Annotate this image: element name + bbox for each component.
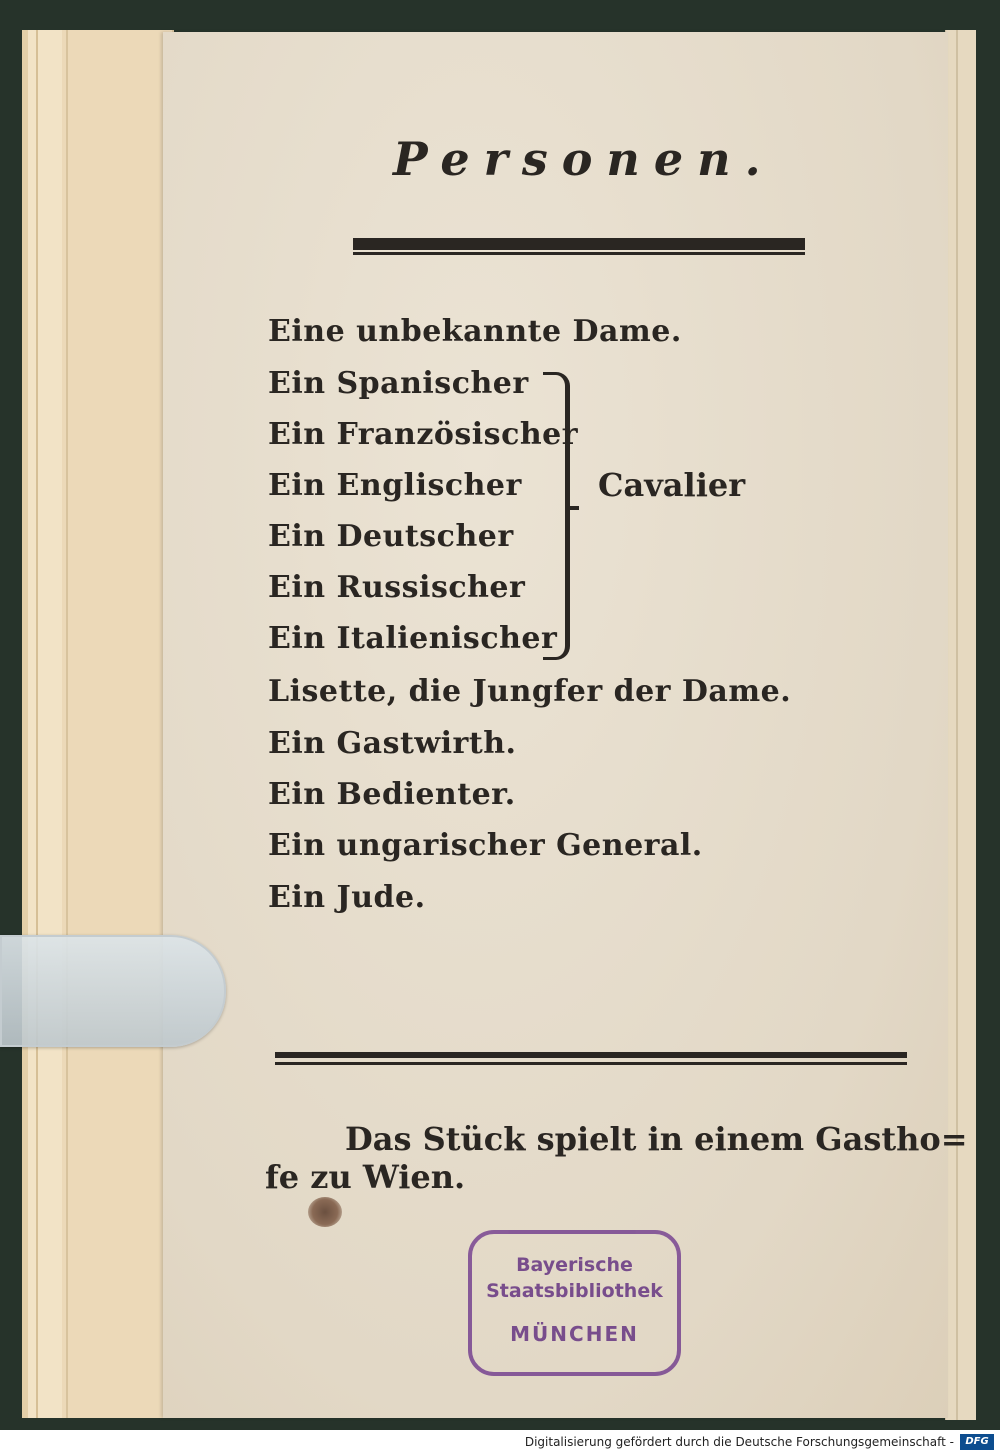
character-line: Ein Deutscher: [268, 519, 514, 554]
character-line: Ein Gastwirth.: [268, 726, 517, 761]
character-line: Ein Französischer: [268, 417, 579, 452]
top-rule: [353, 238, 805, 250]
character-line: Ein Spanischer: [268, 366, 529, 401]
character-line: Ein Russischer: [268, 570, 526, 605]
bottom-rule-thin: [275, 1062, 907, 1065]
right-edge-line: [956, 30, 958, 1420]
curly-brace-point: [565, 506, 579, 510]
character-line: Ein ungarischer General.: [268, 828, 703, 863]
bottom-rule: [275, 1052, 907, 1058]
character-line: Eine unbekannte Dame.: [268, 314, 682, 349]
dfg-logo: DFG: [960, 1434, 994, 1450]
page-marker-tab: [0, 935, 226, 1047]
cover-edge-line: [66, 30, 68, 1418]
library-stamp: [468, 1230, 681, 1376]
book-page: [163, 32, 968, 1418]
right-page-edge: [945, 30, 976, 1420]
page-title: Personen.: [393, 132, 775, 186]
character-line: Ein Italienischer: [268, 621, 558, 656]
cover-edge-line: [36, 30, 38, 1418]
character-line: Lisette, die Jungfer der Dame.: [268, 674, 792, 709]
footer-credit: Digitalisierung gefördert durch die Deutsche Forschungsgemeinschaft -: [524, 1435, 954, 1449]
bracket-label: Cavalier: [598, 466, 746, 504]
setting-line: fe zu Wien.: [265, 1158, 466, 1196]
curly-brace: [543, 372, 570, 660]
top-rule-thin: [353, 252, 805, 255]
ink-stain: [308, 1197, 342, 1227]
footer-bar: [0, 1430, 1000, 1456]
character-line: Ein Jude.: [268, 880, 426, 915]
character-line: Ein Bedienter.: [268, 777, 516, 812]
setting-line: Das Stück spielt in einem Gastho=: [345, 1120, 968, 1158]
stamp-line: MÜNCHEN: [510, 1322, 639, 1346]
stamp-line: Bayerische: [516, 1254, 633, 1276]
character-line: Ein Englischer: [268, 468, 522, 503]
book-cover-edge: [22, 30, 174, 1418]
stamp-line: Staatsbibliothek: [486, 1280, 663, 1302]
